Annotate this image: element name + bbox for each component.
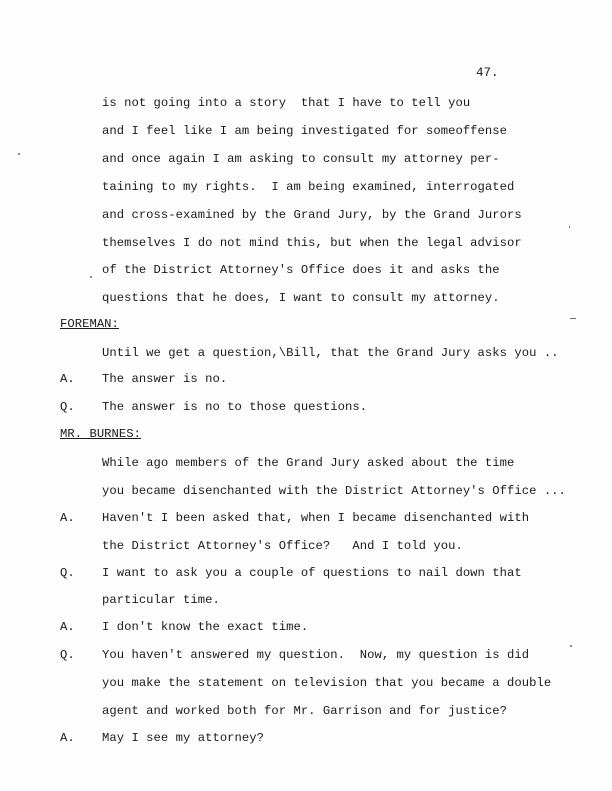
text-line: you make the statement on television that you became a double — [102, 676, 552, 690]
text-line: I don't know the exact time. — [102, 620, 309, 634]
text-line: particular time. — [102, 593, 220, 607]
text-line: of the District Attorney's Office does it and asks the — [102, 263, 500, 277]
qa-marker: Q. — [60, 400, 75, 414]
text-line: is not going into a story that I have to tell you — [102, 96, 471, 110]
text-line: you became disenchanted with the District Attorney's Office ... — [102, 484, 566, 498]
qa-marker: A. — [60, 511, 75, 525]
text-line: and I feel like I am being investigated for someoffense — [102, 124, 508, 138]
text-line: May I see my attorney? — [102, 731, 265, 745]
text-line: themselves I do not mind this, but when the legal advisor — [102, 236, 522, 250]
text-line: You haven't answered my question. Now, my question is did — [102, 648, 530, 662]
qa-marker: Q. — [60, 648, 75, 662]
scan-speck — [570, 318, 576, 319]
text-line: The answer is no to those questions. — [102, 400, 368, 414]
scan-speck — [569, 226, 570, 228]
text-line: and once again I am asking to consult my attorney per- — [102, 152, 500, 166]
text-line: questions that he does, I want to consult my attorney. — [102, 291, 500, 305]
text-line: Until we get a question,\Bill, that the Grand Jury asks you .. — [102, 346, 559, 360]
qa-marker: A. — [60, 731, 75, 745]
scan-speck — [90, 276, 92, 278]
text-line: The answer is no. — [102, 372, 228, 386]
page-number: 47. — [476, 66, 499, 80]
scan-speck — [570, 645, 572, 647]
speaker-heading: MR. BURNES: — [60, 427, 142, 441]
text-line: the District Attorney's Office? And I told you. — [102, 539, 463, 553]
text-line: taining to my rights. I am being examined, interrogated — [102, 180, 515, 194]
qa-marker: A. — [60, 620, 75, 634]
text-line: agent and worked both for Mr. Garrison and for justice? — [102, 704, 508, 718]
speaker-heading: FOREMAN: — [60, 317, 119, 331]
text-line: I want to ask you a couple of questions to nail down that — [102, 566, 522, 580]
qa-marker: A. — [60, 372, 75, 386]
scan-speck — [18, 153, 20, 155]
text-line: While ago members of the Grand Jury asked about the time — [102, 456, 515, 470]
qa-marker: Q. — [60, 566, 75, 580]
text-line: and cross-examined by the Grand Jury, by the Grand Jurors — [102, 208, 522, 222]
text-line: Haven't I been asked that, when I became disenchanted with — [102, 511, 530, 525]
